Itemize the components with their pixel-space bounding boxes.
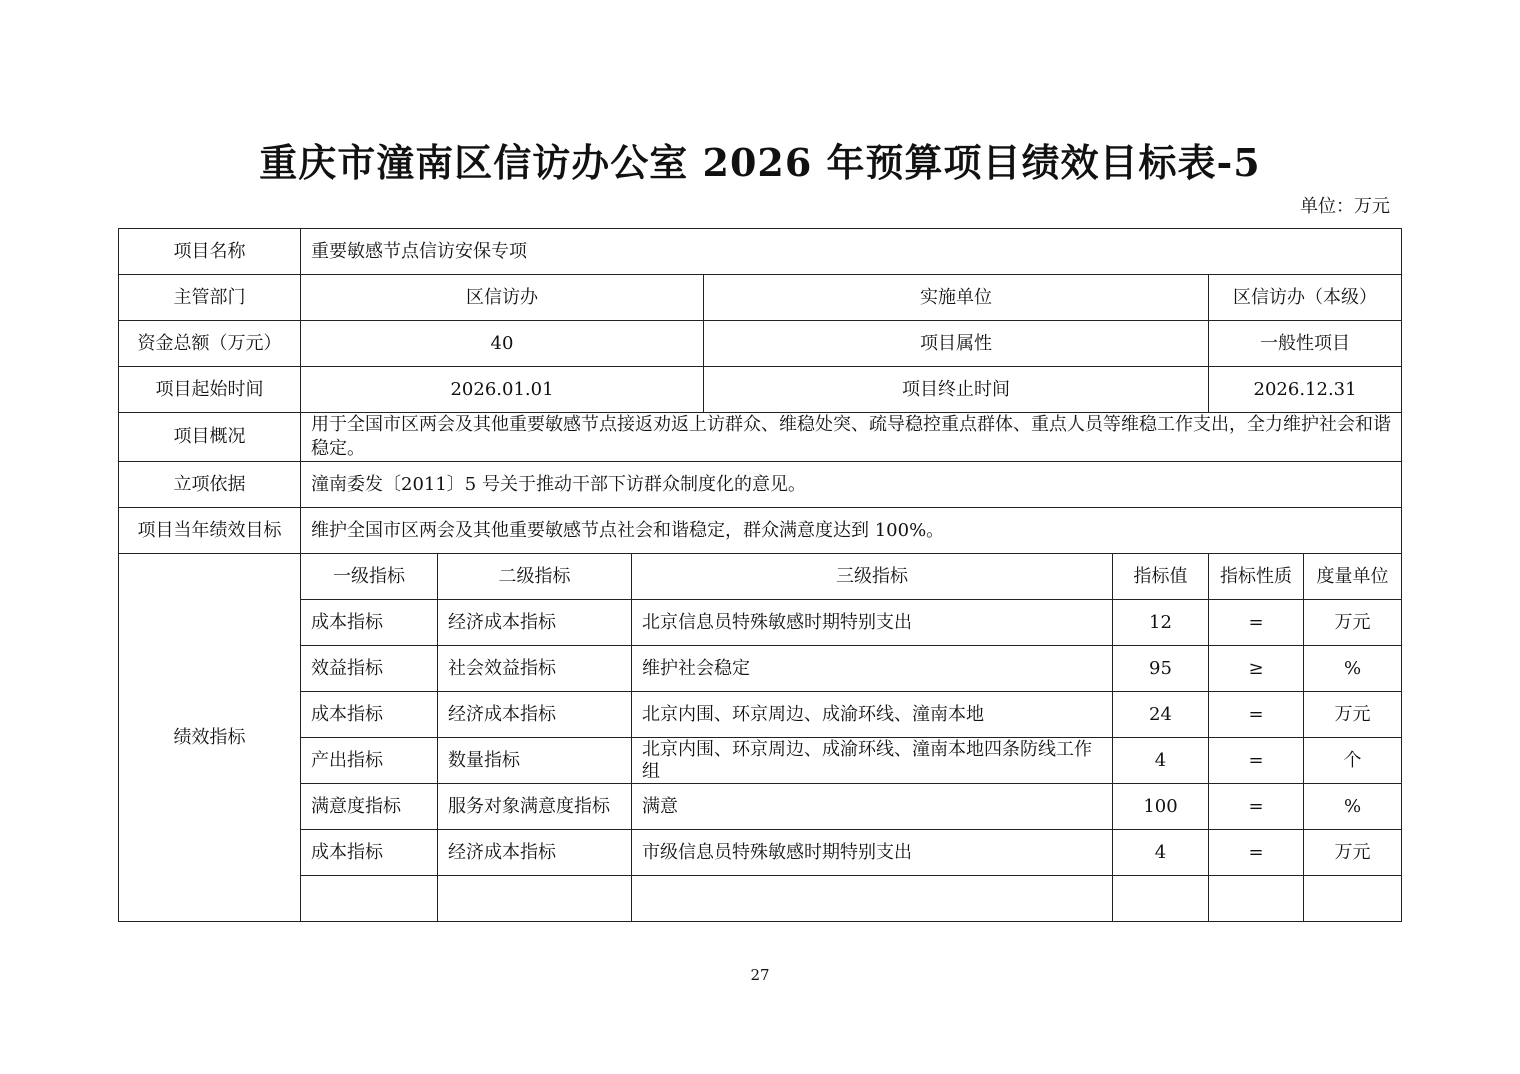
annual-goal-label: 项目当年绩效目标 (119, 508, 301, 554)
indicator-unit: 万元 (1304, 692, 1402, 738)
indicator-level2: 社会效益指标 (438, 646, 632, 692)
indicator-value: 12 (1113, 600, 1209, 646)
indicator-row (119, 600, 1402, 646)
indicator-level3 (632, 876, 1113, 922)
annual-goal-value: 维护全国市区两会及其他重要敏感节点社会和谐稳定，群众满意度达到 100%。 (301, 508, 1402, 554)
indicator-level1: 成本指标 (301, 692, 438, 738)
basis-value: 潼南委发〔2011〕5 号关于推动干部下访群众制度化的意见。 (301, 462, 1402, 508)
header-level2: 二级指标 (438, 554, 632, 600)
header-unit: 度量单位 (1304, 554, 1402, 600)
indicator-unit: 万元 (1304, 600, 1402, 646)
indicator-value: 24 (1113, 692, 1209, 738)
indicator-level3 (632, 738, 1113, 784)
indicator-level2: 经济成本指标 (438, 830, 632, 876)
header-level3: 三级指标 (632, 554, 1113, 600)
indicator-level3: 北京内围、环京周边、成渝环线、潼南本地 (632, 692, 1113, 738)
header-nature: 指标性质 (1209, 554, 1304, 600)
fund-total-label: 资金总额（万元） (119, 321, 301, 367)
indicator-level3-text: 北京内围、环京周边、成渝环线、潼南本地四条防线工作组 (642, 738, 1092, 782)
indicator-unit: 万元 (1304, 830, 1402, 876)
indicator-row (119, 646, 1402, 692)
row-basis (119, 462, 1402, 508)
overview-label: 项目概况 (119, 413, 301, 462)
project-name-label: 项目名称 (119, 229, 301, 275)
fund-total-value: 40 (301, 321, 704, 367)
department-label: 主管部门 (119, 275, 301, 321)
indicator-level2: 经济成本指标 (438, 600, 632, 646)
indicator-nature: = (1209, 784, 1304, 830)
end-date-label: 项目终止时间 (704, 367, 1209, 413)
overview-value: 用于全国市区两会及其他重要敏感节点接返劝返上访群众、维稳处突、疏导稳控重点群体、重点人员等维稳工作支出，全力维护社会和谐稳定。 (301, 413, 1402, 462)
indicator-level1: 满意度指标 (301, 784, 438, 830)
indicator-level2: 经济成本指标 (438, 692, 632, 738)
indicator-nature: ≥ (1209, 646, 1304, 692)
indicator-unit: % (1304, 646, 1402, 692)
indicator-level3: 满意 (632, 784, 1113, 830)
project-attribute-value: 一般性项目 (1209, 321, 1402, 367)
indicator-nature: = (1209, 600, 1304, 646)
indicator-unit (1304, 876, 1402, 922)
indicator-value: 95 (1113, 646, 1209, 692)
project-attribute-label: 项目属性 (704, 321, 1209, 367)
implementing-unit-value: 区信访办（本级） (1209, 275, 1402, 321)
header-level1: 一级指标 (301, 554, 438, 600)
indicator-row (119, 738, 1402, 784)
indicator-unit: 个 (1304, 738, 1402, 784)
indicator-nature (1209, 876, 1304, 922)
indicator-nature: = (1209, 738, 1304, 784)
indicator-header-row (119, 554, 1402, 600)
indicator-value: 4 (1113, 738, 1209, 784)
indicator-level1: 效益指标 (301, 646, 438, 692)
performance-target-table (118, 228, 1402, 922)
implementing-unit-label: 实施单位 (704, 275, 1209, 321)
indicator-level3: 北京信息员特殊敏感时期特别支出 (632, 600, 1113, 646)
indicator-level1 (301, 876, 438, 922)
indicator-row-empty (119, 876, 1402, 922)
row-department (119, 275, 1402, 321)
indicator-nature: = (1209, 830, 1304, 876)
start-date-value: 2026.01.01 (301, 367, 704, 413)
indicator-value (1113, 876, 1209, 922)
indicator-level2 (438, 876, 632, 922)
row-project-name (119, 229, 1402, 275)
indicator-level2: 数量指标 (438, 738, 632, 784)
indicator-row (119, 784, 1402, 830)
indicator-row (119, 830, 1402, 876)
page-number: 27 (750, 966, 770, 984)
basis-label: 立项依据 (119, 462, 301, 508)
indicator-level1: 成本指标 (301, 600, 438, 646)
department-value: 区信访办 (301, 275, 704, 321)
indicator-level1: 成本指标 (301, 830, 438, 876)
row-dates (119, 367, 1402, 413)
indicator-value: 100 (1113, 784, 1209, 830)
row-annual-goal (119, 508, 1402, 554)
indicator-nature: = (1209, 692, 1304, 738)
indicator-level3: 市级信息员特殊敏感时期特别支出 (632, 830, 1113, 876)
indicator-level2: 服务对象满意度指标 (438, 784, 632, 830)
indicator-level1: 产出指标 (301, 738, 438, 784)
indicator-unit: % (1304, 784, 1402, 830)
indicator-row (119, 692, 1402, 738)
start-date-label: 项目起始时间 (119, 367, 301, 413)
indicator-level3: 维护社会稳定 (632, 646, 1113, 692)
project-name-value: 重要敏感节点信访安保专项 (301, 229, 1402, 275)
indicators-section-label: 绩效指标 (119, 554, 301, 922)
row-fund (119, 321, 1402, 367)
document-title: 重庆市潼南区信访办公室 2026 年预算项目绩效目标表-5 (259, 140, 1261, 185)
unit-label: 单位：万元 (1300, 196, 1390, 217)
indicator-value: 4 (1113, 830, 1209, 876)
header-value: 指标值 (1113, 554, 1209, 600)
end-date-value: 2026.12.31 (1209, 367, 1402, 413)
row-overview (119, 413, 1402, 462)
